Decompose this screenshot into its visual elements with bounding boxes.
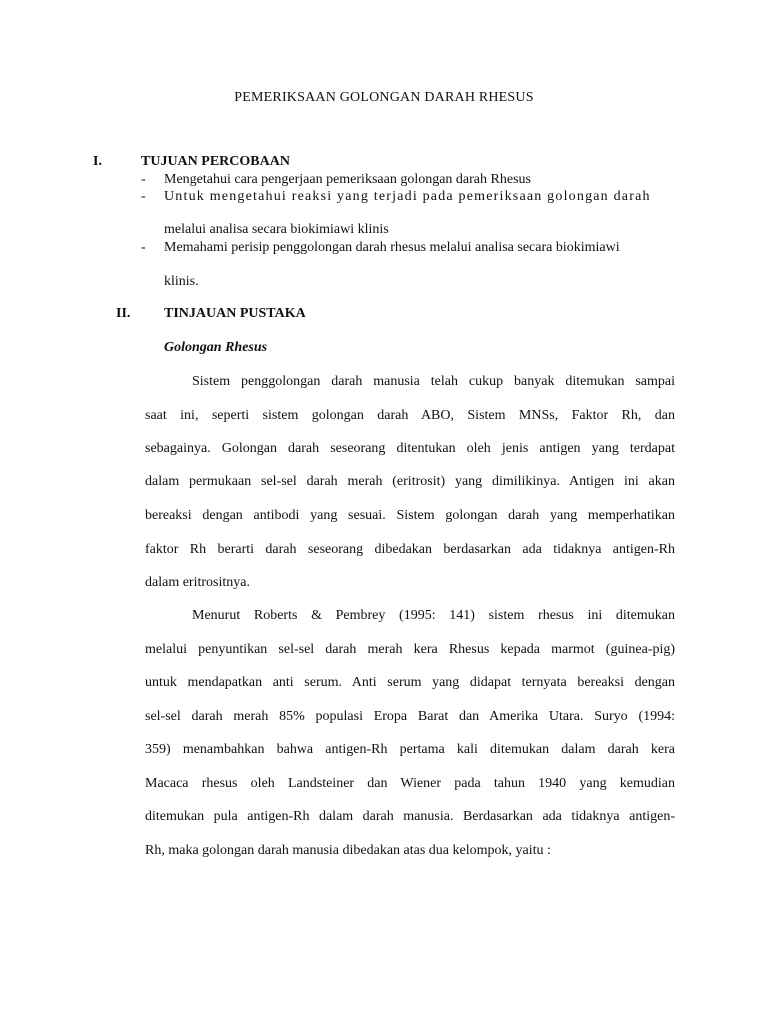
subheading: Golongan Rhesus [164,340,268,355]
paragraph-line: ditemukan pula antigen-Rh dalam darah manusia. Berdasarkan ada tidaknya antigen- [145,809,675,824]
paragraph-line: melalui penyuntikan sel-sel darah merah kera Rhesus kepada marmot (guinea-pig) [145,642,675,657]
section2-number: II. [116,306,131,321]
page-title: PEMERIKSAAN GOLONGAN DARAH RHESUS [234,90,534,105]
paragraph-line: 359) menambahkan bahwa antigen-Rh pertama kali ditemukan dalam darah kera [145,742,675,757]
paragraph-line: sel-sel darah merah 85% populasi Eropa Barat dan Amerika Utara. Suryo (1994: [145,709,675,724]
paragraph-line: dalam eritrositnya. [145,575,250,590]
paragraph-line: bereaksi dengan antibodi yang sesuai. Sistem golongan darah yang memperhatikan [145,508,675,523]
list-item-continuation: melalui analisa secara biokimiawi klinis [164,222,389,237]
section1-heading: TUJUAN PERCOBAAN [141,154,290,169]
list-bullet: - [141,240,146,255]
list-item: Memahami perisip penggolongan darah rhesus melalui analisa secara biokimiawi [164,240,620,255]
paragraph-line: faktor Rh berarti darah seseorang dibedakan berdasarkan ada tidaknya antigen-Rh [145,542,675,557]
paragraph-line: dalam permukaan sel-sel darah merah (eritrosit) yang dimilikinya. Antigen ini akan [145,474,675,489]
section1-number: I. [93,154,102,169]
section2-heading: TINJAUAN PUSTAKA [164,306,306,321]
list-item: Untuk mengetahui reaksi yang terjadi pada pemeriksaan golongan darah [164,189,651,204]
paragraph-line: saat ini, seperti sistem golongan darah ABO, Sistem MNSs, Faktor Rh, dan [145,408,675,423]
list-bullet: - [141,189,146,204]
paragraph-line: untuk mendapatkan anti serum. Anti serum yang didapat ternyata bereaksi dengan [145,675,675,690]
list-item-continuation: klinis. [164,274,199,289]
paragraph-line: Sistem penggolongan darah manusia telah cukup banyak ditemukan sampai [192,374,675,389]
list-bullet: - [141,172,146,187]
paragraph-line: Menurut Roberts & Pembrey (1995: 141) sistem rhesus ini ditemukan [192,608,675,623]
paragraph-line: Macaca rhesus oleh Landsteiner dan Wiener pada tahun 1940 yang kemudian [145,776,675,791]
paragraph-line: sebagainya. Golongan darah seseorang ditentukan oleh jenis antigen yang terdapat [145,441,675,456]
paragraph-line: Rh, maka golongan darah manusia dibedakan atas dua kelompok, yaitu : [145,843,551,858]
list-item: Mengetahui cara pengerjaan pemeriksaan golongan darah Rhesus [164,172,531,187]
